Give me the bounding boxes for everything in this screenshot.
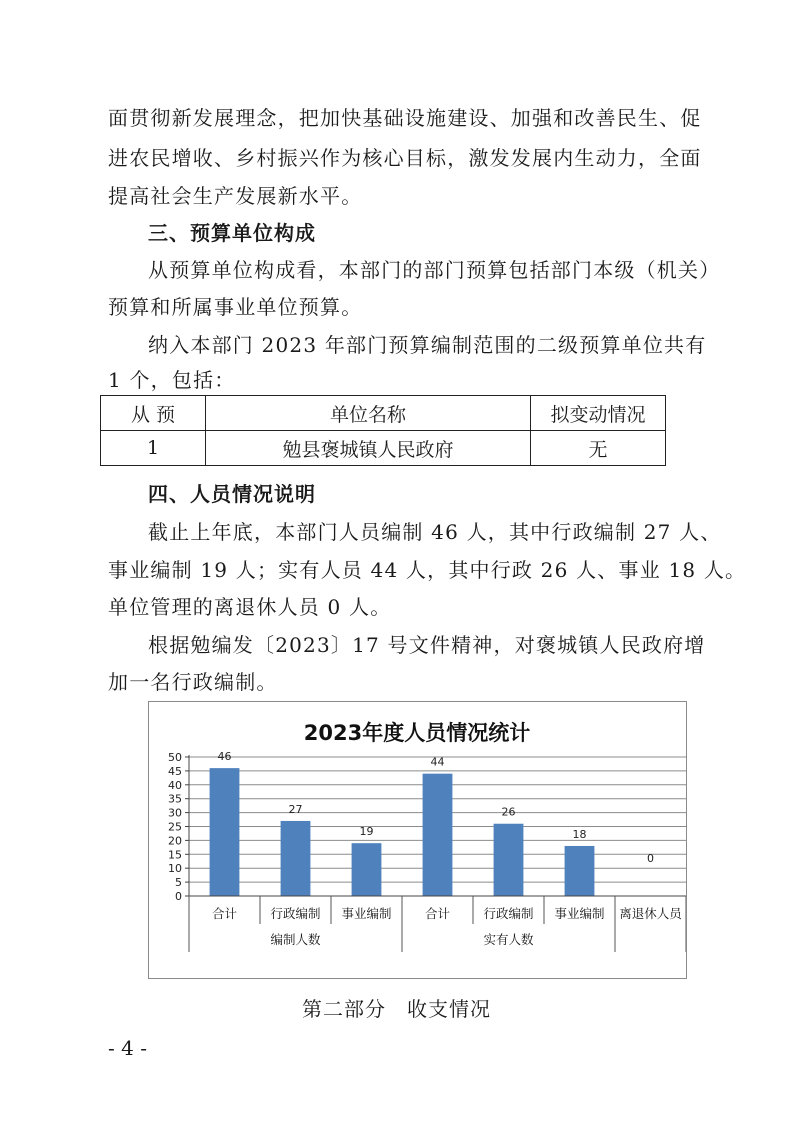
y-tick-label: 30 [168,806,182,820]
y-tick-label: 5 [175,876,182,890]
bar-value-label: 46 [217,750,232,764]
bars [210,750,654,896]
paragraph-line: 从预算单位构成看，本部门的部门预算包括部门本级（机关） [148,258,721,282]
y-tick-label: 0 [175,890,182,903]
table-row [101,431,666,466]
y-tick-label: 25 [168,820,182,834]
paragraph-line: 1 个，包括： [108,368,236,392]
x-category-label: 合计 [211,906,238,921]
table-header-row [101,396,666,431]
x-category-label: 合计 [424,906,451,921]
section-heading-4: 四、人员情况说明 [148,482,316,506]
table-header-cell: 从 预 [101,396,206,431]
y-tick-label: 10 [168,862,182,876]
paragraph-line: 截止上年底，本部门人员编制 46 人，其中行政编制 27 人、 [148,520,722,544]
x-category-label: 行政编制 [483,906,534,921]
bar [565,846,595,896]
section-title: 第二部分 收支情况 [302,997,491,1021]
paragraph-line: 加一名行政编制。 [108,670,278,694]
paragraph-line: 面贯彻新发展理念，把加快基础设施建设、加强和改善民生、促 [108,106,702,130]
y-tick-label: 40 [168,778,182,792]
paragraph-line: 纳入本部门 2023 年部门预算编制范围的二级预算单位共有 [148,333,707,357]
bar [281,821,311,896]
x-category-label: 行政编制 [270,906,321,921]
table-cell: 1 [101,431,206,466]
table-header-cell: 单位名称 [206,396,531,431]
bar [210,768,240,896]
y-tick-label: 15 [168,848,182,862]
table-header-cell: 拟变动情况 [531,396,666,431]
y-tick-label: 20 [168,834,182,848]
paragraph-line: 提高社会生产发展新水平。 [108,184,363,208]
chart-title: 2023年度人员情况统计 [303,721,531,745]
paragraph-line: 预算和所属事业单位预算。 [108,295,363,319]
bar-value-label: 18 [572,827,587,841]
bar-chart-canvas [149,702,686,978]
x-category-label: 离退休人员 [619,906,682,921]
y-tick-label: 50 [168,751,182,764]
paragraph-line: 事业编制 19 人；实有人员 44 人，其中行政 26 人、事业 18 人。 [108,558,747,582]
paragraph-line: 进农民增收、乡村振兴作为核心目标，激发发展内生动力，全面 [108,146,702,170]
staff-chart [148,701,687,979]
bar-value-label: 44 [430,755,445,769]
x-group-label: 编制人数 [270,932,321,947]
x-category-label: 事业编制 [554,906,605,921]
paragraph-line: 单位管理的离退休人员 0 人。 [108,595,392,619]
paragraph-line: 根据勉编发〔2023〕17 号文件精神，对褒城镇人民政府增 [148,633,706,657]
bar-value-label: 0 [647,852,654,865]
bar-value-label: 26 [501,805,516,819]
x-group-label: 实有人数 [483,932,534,947]
y-tick-label: 45 [168,764,182,778]
bar [352,843,382,896]
section-heading-3: 三、预算单位构成 [148,221,316,245]
y-tick-label: 35 [168,792,182,806]
bar-value-label: 27 [288,802,303,816]
bar-value-label: 19 [359,825,374,839]
table-cell: 勉县褒城镇人民政府 [206,431,531,466]
page-number: - 4 - [108,1036,147,1060]
x-category-label: 事业编制 [341,906,392,921]
table-cell: 无 [531,431,666,466]
bar [494,824,524,896]
bar [423,774,453,896]
unit-table [100,395,666,466]
